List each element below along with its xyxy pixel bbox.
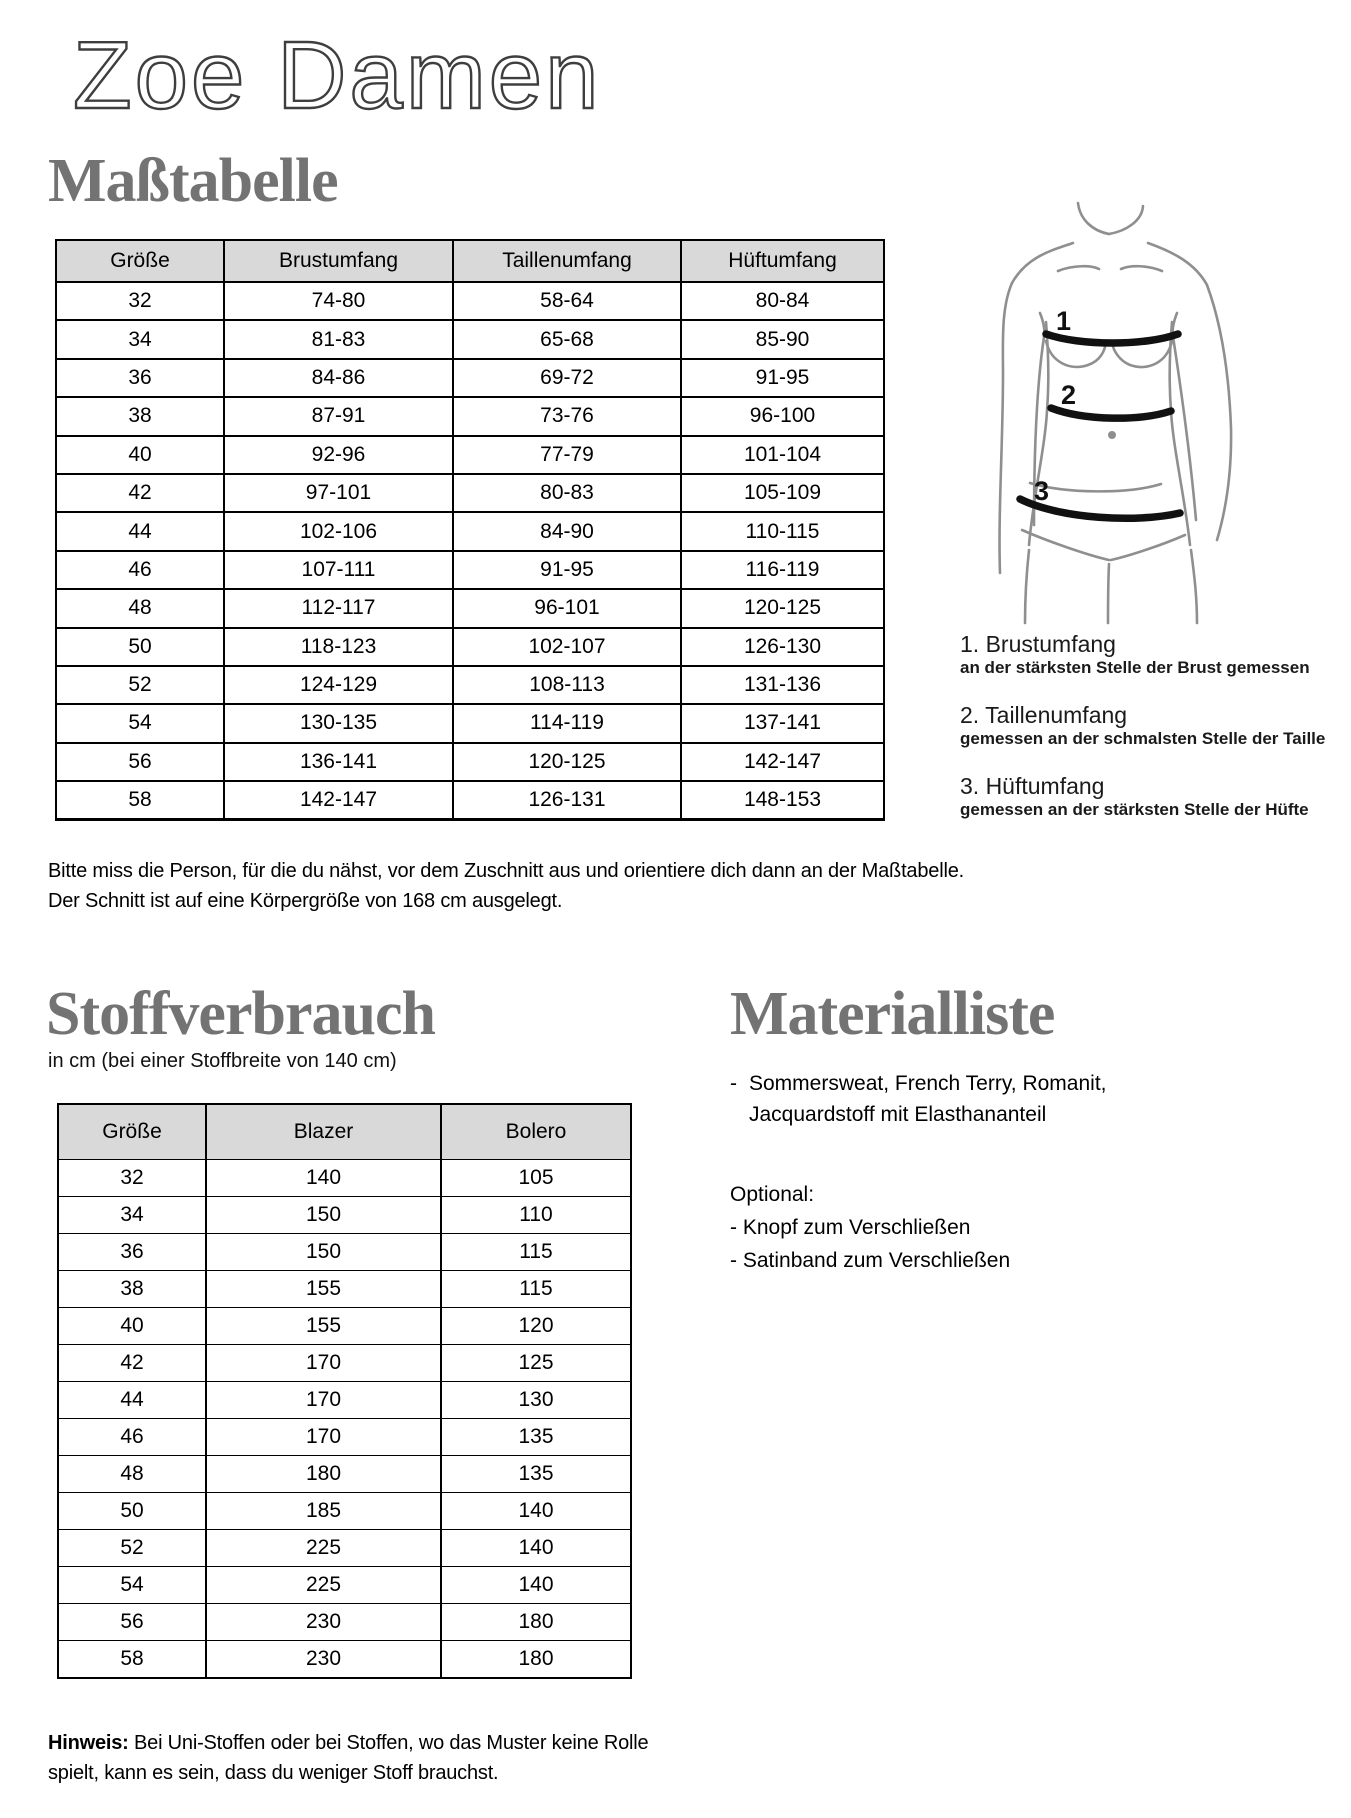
table-cell: 44 — [56, 512, 224, 550]
table-cell: 73-76 — [453, 397, 681, 435]
table-cell: 120-125 — [453, 743, 681, 781]
table-cell: 50 — [58, 1493, 206, 1530]
table-row — [58, 1567, 631, 1604]
table-cell: 58 — [58, 1641, 206, 1679]
table-cell: 180 — [441, 1641, 631, 1679]
table-cell: 54 — [56, 704, 224, 742]
table-cell: 170 — [206, 1382, 441, 1419]
table-cell: 54 — [58, 1567, 206, 1604]
table-cell: 69-72 — [453, 359, 681, 397]
table-row — [56, 628, 884, 666]
table-cell: 120 — [441, 1308, 631, 1345]
table-cell: 115 — [441, 1234, 631, 1271]
legend-description: gemessen an der schmalsten Stelle der Taille — [960, 729, 1326, 748]
table-cell: 170 — [206, 1419, 441, 1456]
table-row — [56, 666, 884, 704]
table-cell: 126-131 — [453, 781, 681, 820]
optional-label: Optional: — [730, 1183, 815, 1206]
table-cell: 126-130 — [681, 628, 884, 666]
page-title: Zoe Damen — [73, 22, 602, 129]
table-cell: 230 — [206, 1604, 441, 1641]
table-cell: 155 — [206, 1308, 441, 1345]
measuring-instructions — [48, 856, 1068, 916]
table-cell: 155 — [206, 1271, 441, 1308]
table-cell: 77-79 — [453, 436, 681, 474]
fabric-note-text: Bei Uni-Stoffen oder bei Stoffen, wo das Muster keine Rolle spielt, kann es sein, dass du weniger Stoff brauchst. — [48, 1732, 649, 1784]
body-outline — [1000, 203, 1232, 623]
table-row — [56, 359, 884, 397]
torso-illustration — [945, 193, 1245, 628]
table-cell: 80-83 — [453, 474, 681, 512]
table-cell: 65-68 — [453, 320, 681, 358]
figure-label-1: 1 — [1056, 306, 1072, 336]
table-cell: 180 — [206, 1456, 441, 1493]
table-cell: 110-115 — [681, 512, 884, 550]
table-cell: 225 — [206, 1530, 441, 1567]
table-row — [58, 1641, 631, 1679]
table-cell: 42 — [58, 1345, 206, 1382]
table-cell: 150 — [206, 1234, 441, 1271]
table-cell: 92-96 — [224, 436, 453, 474]
table-cell: 136-141 — [224, 743, 453, 781]
table-cell: 137-141 — [681, 704, 884, 742]
legend-label: 3. Hüftumfang — [960, 773, 1105, 799]
table-row — [58, 1530, 631, 1567]
table-row — [56, 743, 884, 781]
instruction-line: Der Schnitt ist auf eine Körpergröße von 168 cm ausgelegt. — [48, 890, 563, 912]
optional-item: - Knopf zum Verschließen — [730, 1216, 971, 1239]
table-row — [56, 781, 884, 820]
legend-item-bust — [960, 631, 1345, 678]
table-cell: 225 — [206, 1567, 441, 1604]
table-row — [56, 397, 884, 435]
table-cell: 130-135 — [224, 704, 453, 742]
table-cell: 135 — [441, 1456, 631, 1493]
table-row — [56, 282, 884, 320]
table-row — [58, 1493, 631, 1530]
table-cell: 142-147 — [224, 781, 453, 820]
table-cell: 42 — [56, 474, 224, 512]
table-row — [58, 1271, 631, 1308]
table-cell: 96-100 — [681, 397, 884, 435]
table-cell: 80-84 — [681, 282, 884, 320]
stoffverbrauch-subtitle: in cm (bei einer Stoffbreite von 140 cm) — [48, 1050, 397, 1072]
column-header: Hüftumfang — [681, 240, 884, 282]
table-row — [58, 1604, 631, 1641]
table-cell: 58 — [56, 781, 224, 820]
section-heading-masstabelle: Maßtabelle — [48, 147, 338, 215]
table-cell: 32 — [56, 282, 224, 320]
table-cell: 118-123 — [224, 628, 453, 666]
table-row — [58, 1419, 631, 1456]
table-cell: 148-153 — [681, 781, 884, 820]
material-list-item — [730, 1068, 1134, 1130]
table-cell: 52 — [56, 666, 224, 704]
table-cell: 34 — [58, 1197, 206, 1234]
table-cell: 140 — [441, 1530, 631, 1567]
fabric-note — [48, 1728, 668, 1788]
table-row — [58, 1160, 631, 1197]
table-cell: 38 — [58, 1271, 206, 1308]
material-item-text: Sommersweat, French Terry, Romanit, Jacquardstoff mit Elasthananteil — [749, 1072, 1107, 1126]
table-cell: 44 — [58, 1382, 206, 1419]
table-cell: 34 — [56, 320, 224, 358]
table-cell: 84-86 — [224, 359, 453, 397]
section-heading-stoffverbrauch: Stoffverbrauch — [46, 980, 435, 1048]
table-cell: 140 — [206, 1160, 441, 1197]
table-cell: 46 — [56, 551, 224, 589]
table-cell: 87-91 — [224, 397, 453, 435]
navel-dot — [1108, 431, 1116, 439]
figure-label-2: 2 — [1061, 380, 1077, 410]
table-row — [58, 1308, 631, 1345]
legend-item-hip — [960, 773, 1345, 820]
table-cell: 130 — [441, 1382, 631, 1419]
size-table — [55, 239, 885, 821]
legend-label: 1. Brustumfang — [960, 631, 1116, 657]
table-header-row — [58, 1104, 631, 1160]
table-row — [58, 1382, 631, 1419]
column-header: Größe — [58, 1104, 206, 1160]
figure-label-3: 3 — [1034, 476, 1050, 506]
table-cell: 114-119 — [453, 704, 681, 742]
table-cell: 56 — [58, 1604, 206, 1641]
column-header: Bolero — [441, 1104, 631, 1160]
table-cell: 105-109 — [681, 474, 884, 512]
table-row — [58, 1197, 631, 1234]
legend-label: 2. Taillenumfang — [960, 702, 1128, 728]
table-row — [56, 320, 884, 358]
table-cell: 101-104 — [681, 436, 884, 474]
table-cell: 230 — [206, 1641, 441, 1679]
table-cell: 150 — [206, 1197, 441, 1234]
table-cell: 102-107 — [453, 628, 681, 666]
instruction-line: Bitte miss die Person, für die du nähst, vor dem Zuschnitt aus und orientiere dich dann an der Maßtabelle. — [48, 860, 964, 882]
table-cell: 74-80 — [224, 282, 453, 320]
table-cell: 52 — [58, 1530, 206, 1567]
column-header: Blazer — [206, 1104, 441, 1160]
table-row — [58, 1456, 631, 1493]
legend-description: an der stärksten Stelle der Brust gemessen — [960, 658, 1310, 677]
table-cell: 116-119 — [681, 551, 884, 589]
fabric-consumption-table — [57, 1103, 632, 1679]
column-header: Brustumfang — [224, 240, 453, 282]
optional-item: - Satinband zum Verschließen — [730, 1249, 1011, 1272]
bullet-dash: - — [730, 1072, 737, 1095]
legend-description: gemessen an der stärksten Stelle der Hüfte — [960, 800, 1309, 819]
table-cell: 36 — [58, 1234, 206, 1271]
table-row — [58, 1345, 631, 1382]
table-row — [56, 436, 884, 474]
table-row — [56, 589, 884, 627]
table-cell: 38 — [56, 397, 224, 435]
table-cell: 108-113 — [453, 666, 681, 704]
table-cell: 180 — [441, 1604, 631, 1641]
table-cell: 85-90 — [681, 320, 884, 358]
table-cell: 56 — [56, 743, 224, 781]
table-cell: 46 — [58, 1419, 206, 1456]
table-cell: 50 — [56, 628, 224, 666]
table-cell: 131-136 — [681, 666, 884, 704]
table-cell: 107-111 — [224, 551, 453, 589]
table-cell: 140 — [441, 1567, 631, 1604]
table-cell: 91-95 — [453, 551, 681, 589]
table-cell: 40 — [58, 1308, 206, 1345]
table-cell: 112-117 — [224, 589, 453, 627]
table-cell: 142-147 — [681, 743, 884, 781]
table-row — [58, 1234, 631, 1271]
table-cell: 84-90 — [453, 512, 681, 550]
table-row — [56, 551, 884, 589]
table-cell: 32 — [58, 1160, 206, 1197]
table-row — [56, 474, 884, 512]
table-cell: 36 — [56, 359, 224, 397]
table-cell: 58-64 — [453, 282, 681, 320]
column-header: Größe — [56, 240, 224, 282]
table-header-row — [56, 240, 884, 282]
table-cell: 170 — [206, 1345, 441, 1382]
optional-materials — [730, 1178, 1010, 1277]
table-cell: 102-106 — [224, 512, 453, 550]
body-measurement-figure — [945, 193, 1245, 628]
table-cell: 185 — [206, 1493, 441, 1530]
material-list — [730, 1068, 1134, 1130]
table-cell: 105 — [441, 1160, 631, 1197]
table-cell: 48 — [58, 1456, 206, 1493]
column-header: Taillenumfang — [453, 240, 681, 282]
section-heading-materialliste: Materialliste — [730, 980, 1055, 1048]
table-cell: 140 — [441, 1493, 631, 1530]
table-row — [56, 512, 884, 550]
table-cell: 115 — [441, 1271, 631, 1308]
table-cell: 81-83 — [224, 320, 453, 358]
table-cell: 125 — [441, 1345, 631, 1382]
table-cell: 40 — [56, 436, 224, 474]
table-cell: 124-129 — [224, 666, 453, 704]
table-cell: 120-125 — [681, 589, 884, 627]
fabric-note-label: Hinweis: — [48, 1732, 129, 1754]
table-cell: 96-101 — [453, 589, 681, 627]
table-cell: 135 — [441, 1419, 631, 1456]
table-row — [56, 704, 884, 742]
table-cell: 91-95 — [681, 359, 884, 397]
table-cell: 110 — [441, 1197, 631, 1234]
table-cell: 48 — [56, 589, 224, 627]
table-cell: 97-101 — [224, 474, 453, 512]
legend-item-waist — [960, 702, 1345, 749]
measurement-legend — [960, 631, 1345, 844]
